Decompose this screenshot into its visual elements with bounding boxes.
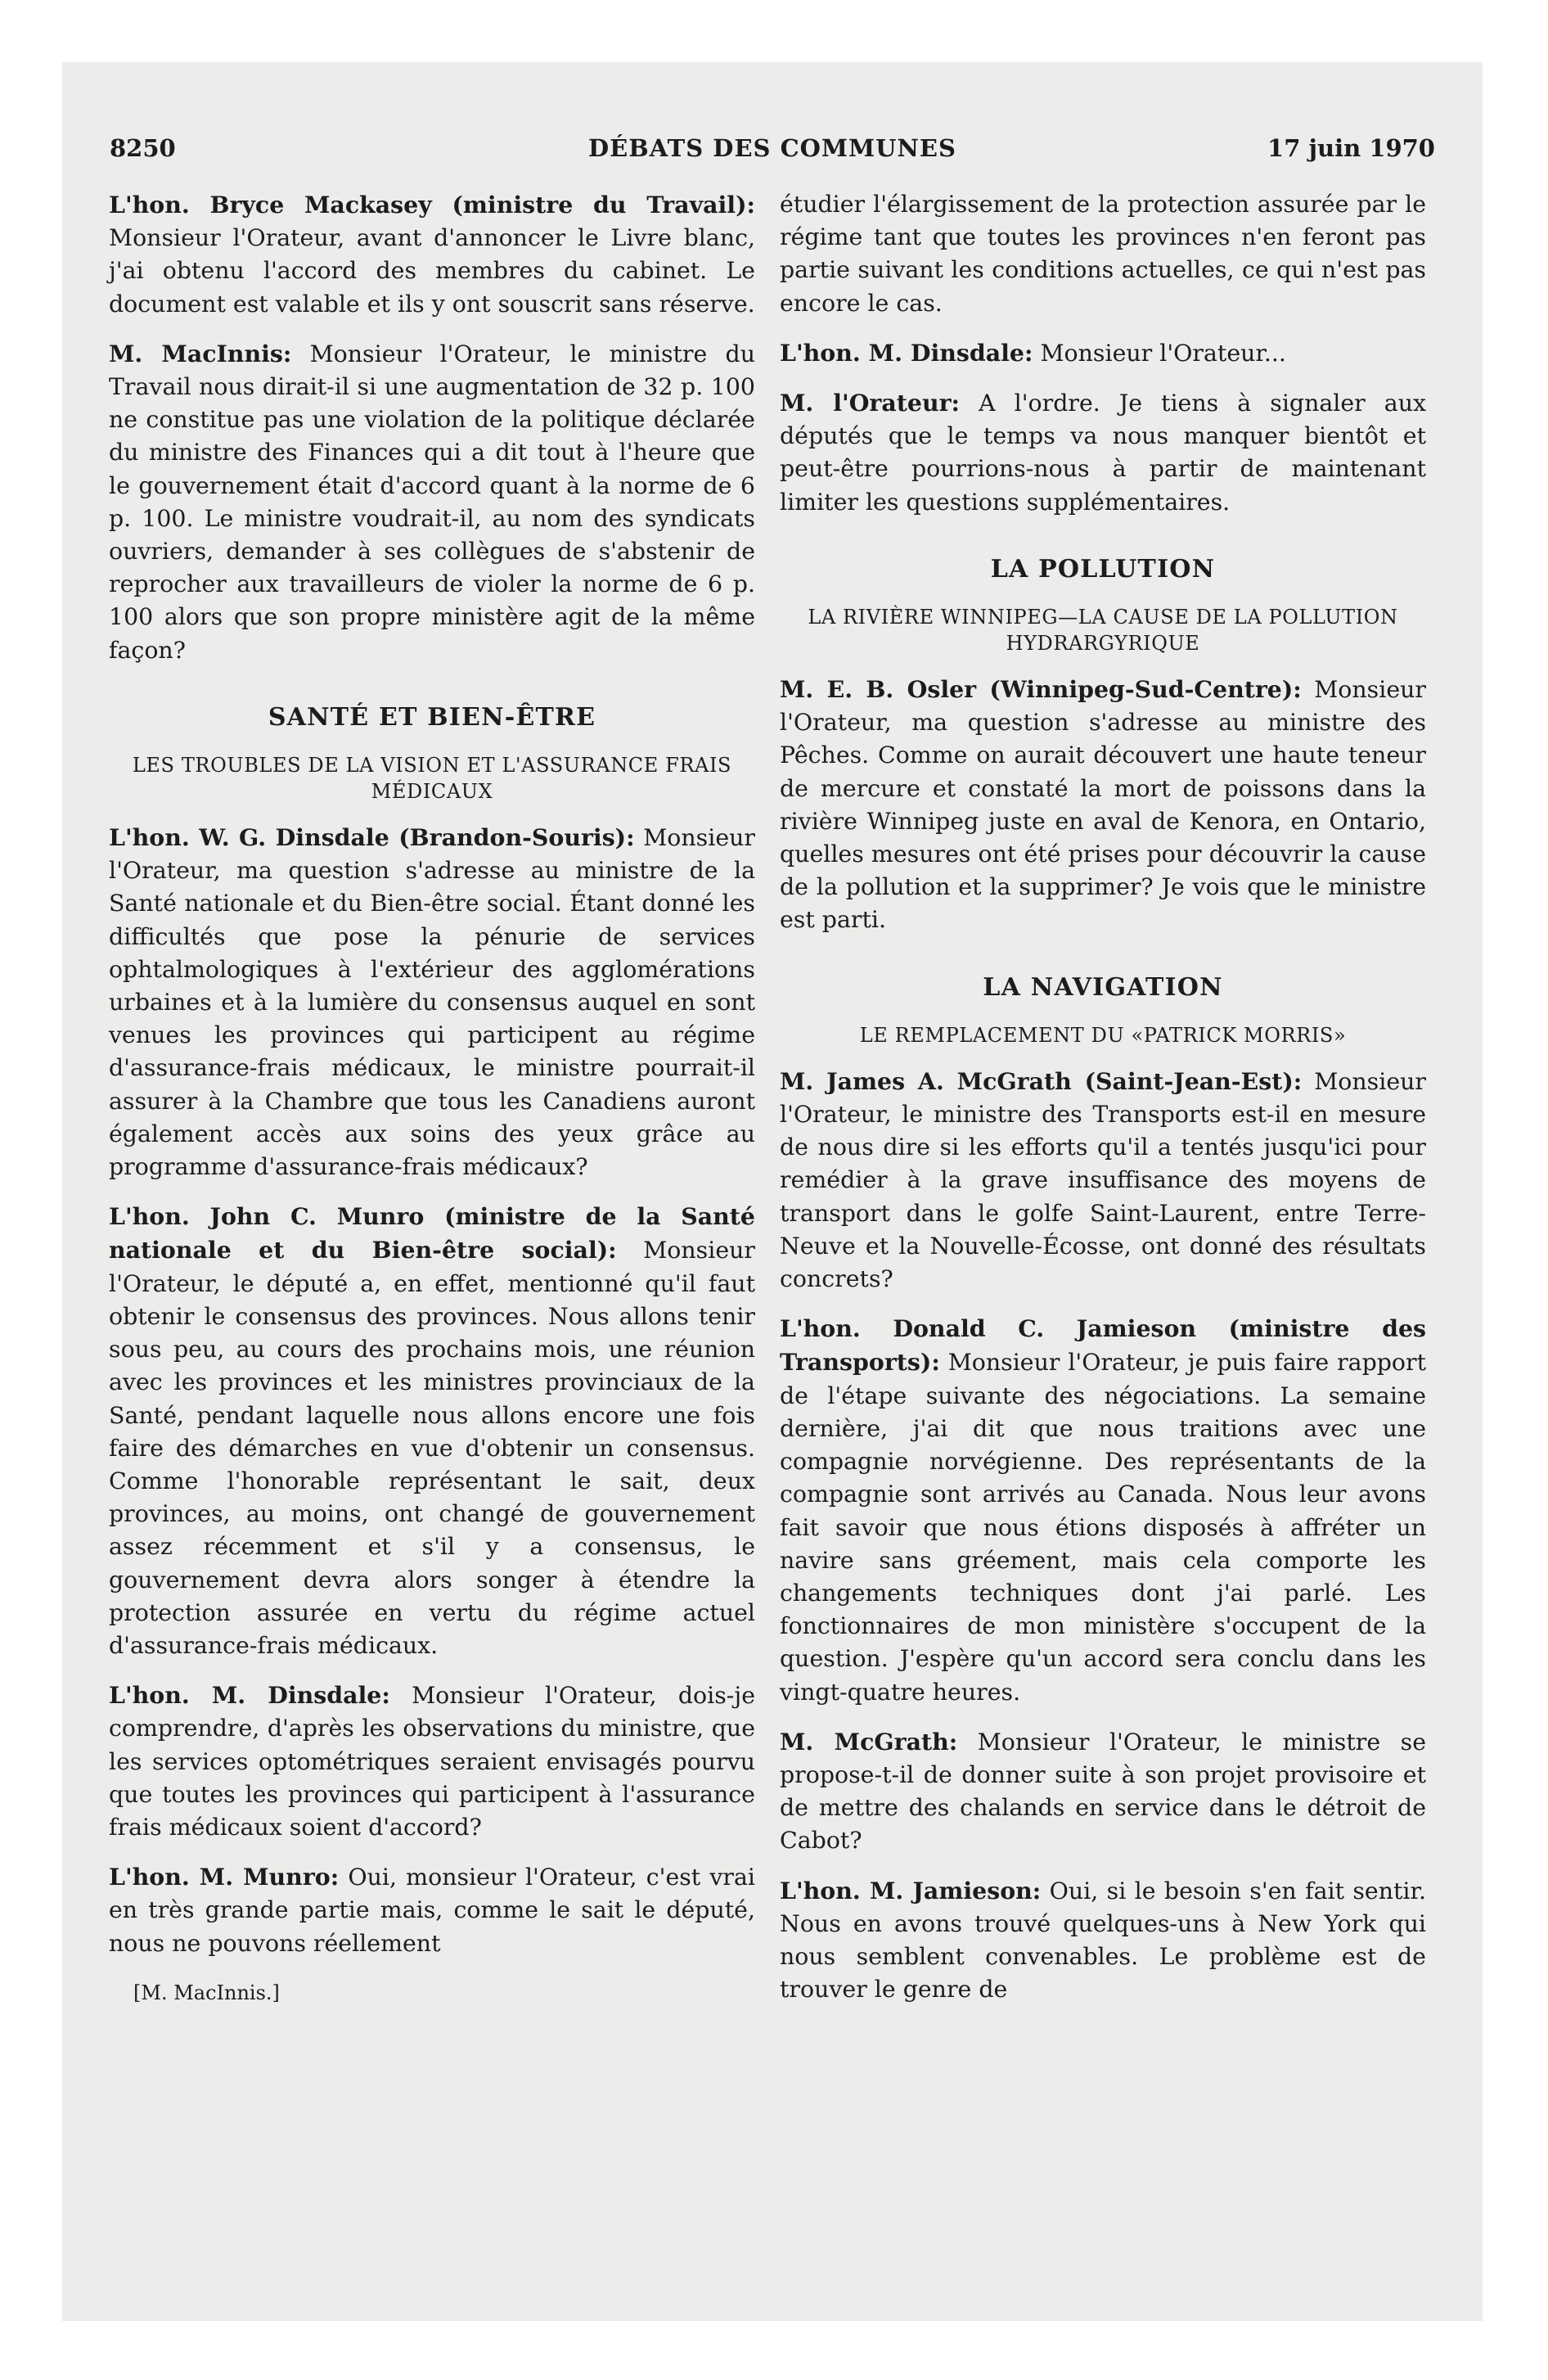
paragraph-text: Oui, monsieur l'Orateur, c'est vrai en très grande partie mais, comme le sait le député, nous ne pouvons réellement — [109, 1864, 755, 1957]
speaker-name: M. James A. McGrath (Saint-Jean-Est): — [780, 1066, 1303, 1095]
left-column — [109, 188, 755, 2009]
speaker-name: L'hon. M. Dinsdale: — [780, 338, 1033, 367]
speaker-name: L'hon. Bryce Mackasey (ministre du Travail): — [109, 191, 755, 219]
paragraph-text: Monsieur l'Orateur, le ministre se propose-t-il de donner suite à son projet provisoire et de mettre des chalands en service dans le détroit de Cabot? — [780, 1728, 1427, 1855]
speaker-name: L'hon. M. Dinsdale: — [109, 1681, 390, 1710]
paragraph-osler — [780, 673, 1426, 937]
section-heading-pollution: LA POLLUTION — [990, 554, 1216, 584]
paragraph-orateur — [780, 386, 1426, 519]
paragraph-text: Oui, si le besoin s'en fait sentir. Nous en avons trouvé quelques-uns à New York qui nous semblent convenables. Le problème est de trouver le genre de — [780, 1877, 1426, 2004]
paragraph-mackasey — [109, 188, 755, 321]
speaker-name: M. l'Orateur: — [780, 389, 961, 417]
section-heading-sante: SANTÉ ET BIEN-ÊTRE — [268, 702, 596, 732]
paragraph-text: Monsieur l'Orateur, dois-je comprendre, d'après les observations du ministre, que les services optométriques seraient envisagés pourvu que toutes les provinces qui participent à l'assurance frais médicaux soient d'accord? — [109, 1682, 755, 1841]
paragraph-dinsdale — [109, 821, 755, 1183]
page-date: 17 juin 1970 — [1267, 134, 1435, 162]
publication-title: DÉBATS DES COMMUNES — [588, 134, 956, 162]
paragraph-jamieson — [780, 1312, 1426, 1708]
speaker-name: M. E. B. Osler (Winnipeg-Sud-Centre): — [780, 675, 1302, 704]
right-column — [780, 188, 1426, 2022]
paragraph-mcgrath-2 — [780, 1725, 1426, 1858]
paragraph-macinnis — [109, 337, 755, 667]
section-subheading-patrick-morris: LE REMPLACEMENT DU «PATRICK MORRIS» — [859, 1023, 1347, 1047]
speaker-name: L'hon. Donald C. Jamieson (ministre des Transports): — [780, 1314, 1426, 1377]
paragraph-continuation — [780, 188, 1426, 320]
speaker-name: L'hon. John C. Munro (ministre de la Santé nationale et du Bien-être social): — [109, 1202, 755, 1264]
paragraph-text: Monsieur l'Orateur, je puis faire rapport de l'étape suivante des négociations. La semaine dernière, j'ai dit que nous traitions avec une compagnie norvégienne. Des représentants de la compagnie sont arrivés au Canada. Nous leur avons fait savoir que nous étions disposés à affréter un navire sans gréement, mais cela comporte les changements techniques dont j'ai parlé. Les fonctionnaires de mon ministère s'occupent de la question. J'espère qu'un accord sera conclu dans les vingt-quatre heures. — [780, 1349, 1426, 1706]
scanned-page — [62, 62, 1483, 2321]
paragraph-text: Monsieur l'Orateur, le ministre des Transports est-il en mesure de nous dire si les efforts qu'il a tentés jusqu'ici pour remédier à la grave insuffisance des moyens de transport dans le golfe Saint-Laurent, entre Terre-Neuve et la Nouvelle-Écosse, ont donné des résultats concrets? — [780, 1067, 1426, 1293]
paragraph-text: Monsieur l'Orateur, le député a, en effet, mentionné qu'il faut obtenir le consensus des provinces. Nous allons tenir sous peu, au cours des prochains mois, une réunion avec les provinces et les ministres provinciaux de la Santé, pendant laquelle nous allons encore une fois faire des démarches en vue d'obtenir un consensus. Comme l'honorable représentant le sait, deux provinces, au moins, ont changé de gouvernement assez récemment et s'il y a consensus, le gouvernement devra alors songer à étendre la protection assurée en vertu du régime actuel d'assurance-frais médicaux. — [109, 1237, 755, 1659]
paragraph-dinsdale-2 — [109, 1679, 755, 1844]
paragraph-mcgrath — [780, 1065, 1426, 1296]
speaker-name: M. MacInnis: — [109, 339, 292, 367]
paragraph-text: A l'ordre. Je tiens à signaler aux députés que le temps va nous manquer bientôt et peut-être pourrions-nous à partir de maintenant limiter les questions supplémentaires. — [780, 390, 1427, 516]
paragraph-text: Monsieur l'Orateur, avant d'annoncer le Livre blanc, j'ai obtenu l'accord des membres du cabinet. Le document est valable et ils y ont souscrit sans réserve. — [109, 224, 755, 318]
section-subheading-winnipeg: LA RIVIÈRE WINNIPEG—LA CAUSE DE LA POLLUTION HYDRARGYRIQUE — [808, 606, 1398, 656]
speaker-name: L'hon. M. Jamieson: — [780, 1876, 1042, 1904]
paragraph-text: Monsieur l'Orateur, ma question s'adresse au ministre des Pêches. Comme on aurait découvert une haute teneur de mercure et constaté la mort de poissons dans la rivière Winnipeg juste en aval de Kenora, en Ontario, quelles mesures ont été prises pour découvrir la cause de la pollution et la supprimer? Je vois que le ministre est parti. — [780, 676, 1426, 934]
speaker-name: M. McGrath: — [780, 1727, 958, 1756]
paragraph-text: étudier l'élargissement de la protection assurée par le régime tant que toutes les provinces n'en feront pas partie suivant les conditions actuelles, ce qui n'est pas encore le cas. — [780, 191, 1426, 317]
section-heading-navigation: LA NAVIGATION — [983, 972, 1223, 1002]
paragraph-dinsdale-3 — [780, 336, 1426, 370]
footnote: [M. MacInnis.] — [133, 1981, 280, 2004]
page-number: 8250 — [110, 134, 176, 162]
page-header — [110, 134, 1435, 170]
section-subheading-vision: LES TROUBLES DE LA VISION ET L'ASSURANCE FRAIS MÉDICAUX — [132, 754, 732, 804]
paragraph-jamieson-2 — [780, 1874, 1426, 2007]
speaker-name: L'hon. M. Munro: — [109, 1863, 340, 1891]
paragraph-munro — [109, 1200, 755, 1662]
paragraph-text: Monsieur l'Orateur, le ministre du Travail nous dirait-il si une augmentation de 32 p. 100 ne constitue pas une violation de la politique déclarée du ministre des Finances qui a dit tout à l'heure que le gouvernement était d'accord quant à la norme de 6 p. 100. Le ministre voudrait-il, au nom des syndicats ouvriers, demander à ses collègues de s'abstenir de reprocher aux travailleurs de violer la norme de 6 p. 100 alors que son propre ministère agit de la même façon? — [109, 340, 755, 664]
paragraph-text: Monsieur l'Orateur, ma question s'adresse au ministre de la Santé nationale et du Bien-être social. Étant donné les difficultés que pose la pénurie de services ophtalmologiques à l'extérieur des agglomérations urbaines et à la lumière du consensus auquel en sont venues les provinces qui participent au régime d'assurance-frais médicaux, le ministre pourrait-il assurer à la Chambre que tous les Canadiens auront également accès aux soins des yeux grâce au programme d'assurance-frais médicaux? — [109, 824, 755, 1181]
paragraph-text: Monsieur l'Orateur... — [1040, 339, 1286, 367]
speaker-name: L'hon. W. G. Dinsdale (Brandon-Souris): — [109, 823, 635, 852]
paragraph-munro-2 — [109, 1860, 755, 1960]
